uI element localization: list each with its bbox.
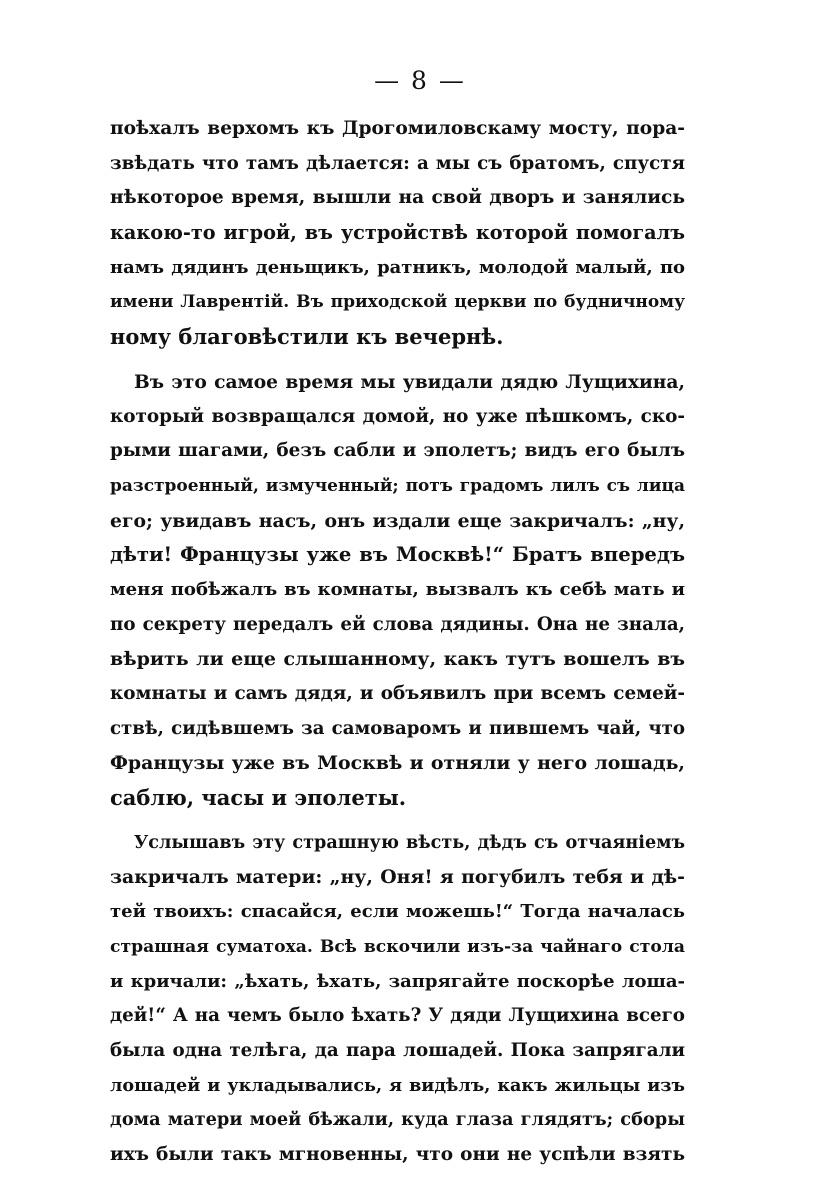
text-line: поѣхалъ верхомъ къ Дрогомиловскаму мосту, пора- — [110, 118, 685, 139]
text-line: который возвращался домой, но уже пѣшкомъ, ско- — [110, 405, 685, 427]
text-line: дома матери моей бѣжали, куда глаза глядятъ; сборы — [110, 1109, 685, 1131]
text-line: саблю, часы и эполеты. — [110, 785, 407, 811]
text-line: нѣкоторое время, вышли на свой дворъ и занялись — [110, 187, 685, 209]
text-line: меня побѣжалъ въ комнаты, вызвалъ къ себѣ мать и — [110, 578, 685, 600]
text-line: и кричали: „ѣхать, ѣхать, запрягайте поскорѣе лоша- — [110, 970, 685, 992]
text-line: Услышавъ эту страшную вѣсть, дѣдъ съ отчаяніемъ — [134, 831, 685, 853]
text-line: лошадей и укладывались, я видѣлъ, какъ жильцы изъ — [110, 1075, 685, 1096]
paragraph — [110, 826, 685, 1173]
text-line: дей!“ А на чемъ было ѣхать? У дяди Лущихина всего — [110, 1005, 685, 1027]
text-line: вѣрить ли еще слышанному, какъ тутъ вошелъ въ — [110, 648, 685, 671]
text-line: рыми шагами, безъ сабли и эполетъ; видъ его былъ — [110, 440, 685, 462]
text-line: какою-то игрой, въ устройствѣ которой помогалъ — [110, 221, 685, 245]
text-line: Французы уже въ Москвѣ и отняли у него лошадь, — [110, 752, 685, 775]
text-line: ному благовѣстили къ вечернѣ. — [110, 324, 504, 350]
text-line: тей твоихъ: спасайся, если можешь!“ Тогда началась — [110, 901, 685, 923]
page-number: — 8 — — [374, 66, 466, 95]
body-text — [110, 112, 685, 1173]
paragraph — [110, 365, 685, 816]
text-line: была одна телѣга, да пара лошадей. Пока запрягали — [110, 1039, 685, 1061]
paragraph — [110, 112, 685, 355]
text-line: по секрету передалъ ей слова дядины. Она не знала, — [110, 613, 685, 635]
text-line: имени Лаврентій. Въ приходской церкви по будничному — [110, 292, 685, 313]
text-line: его; увидавъ насъ, онъ издали еще закричалъ: „ну, — [110, 509, 685, 532]
text-line: звѣдать что тамъ дѣлается: а мы съ братомъ, спустя — [110, 152, 685, 174]
text-line: страшная суматоха. Всѣ вскочили изъ-за чайнаго стола — [110, 936, 685, 957]
text-line: комнаты и самъ дядя, и объявилъ при всемъ семей- — [110, 683, 685, 704]
text-line: ствѣ, сидѣвшемъ за самоваромъ и пившемъ чай, что — [110, 717, 685, 739]
text-line: намъ дядинъ деньщикъ, ратникъ, молодой малый, по — [110, 256, 685, 278]
text-line: закричалъ матери: „ну, Оня! я погубилъ тебя и дѣ- — [110, 866, 685, 889]
text-line: дѣти! Французы уже въ Москвѣ!“ Братъ впередъ — [110, 543, 685, 567]
text-line: разстроенный, измученный; потъ градомъ лилъ съ лица — [110, 475, 685, 496]
text-line: Въ это самое время мы увидали дядю Лущихина, — [134, 370, 685, 393]
text-line: ихъ были такъ мгновенны, что они не успѣли взять — [110, 1143, 685, 1165]
